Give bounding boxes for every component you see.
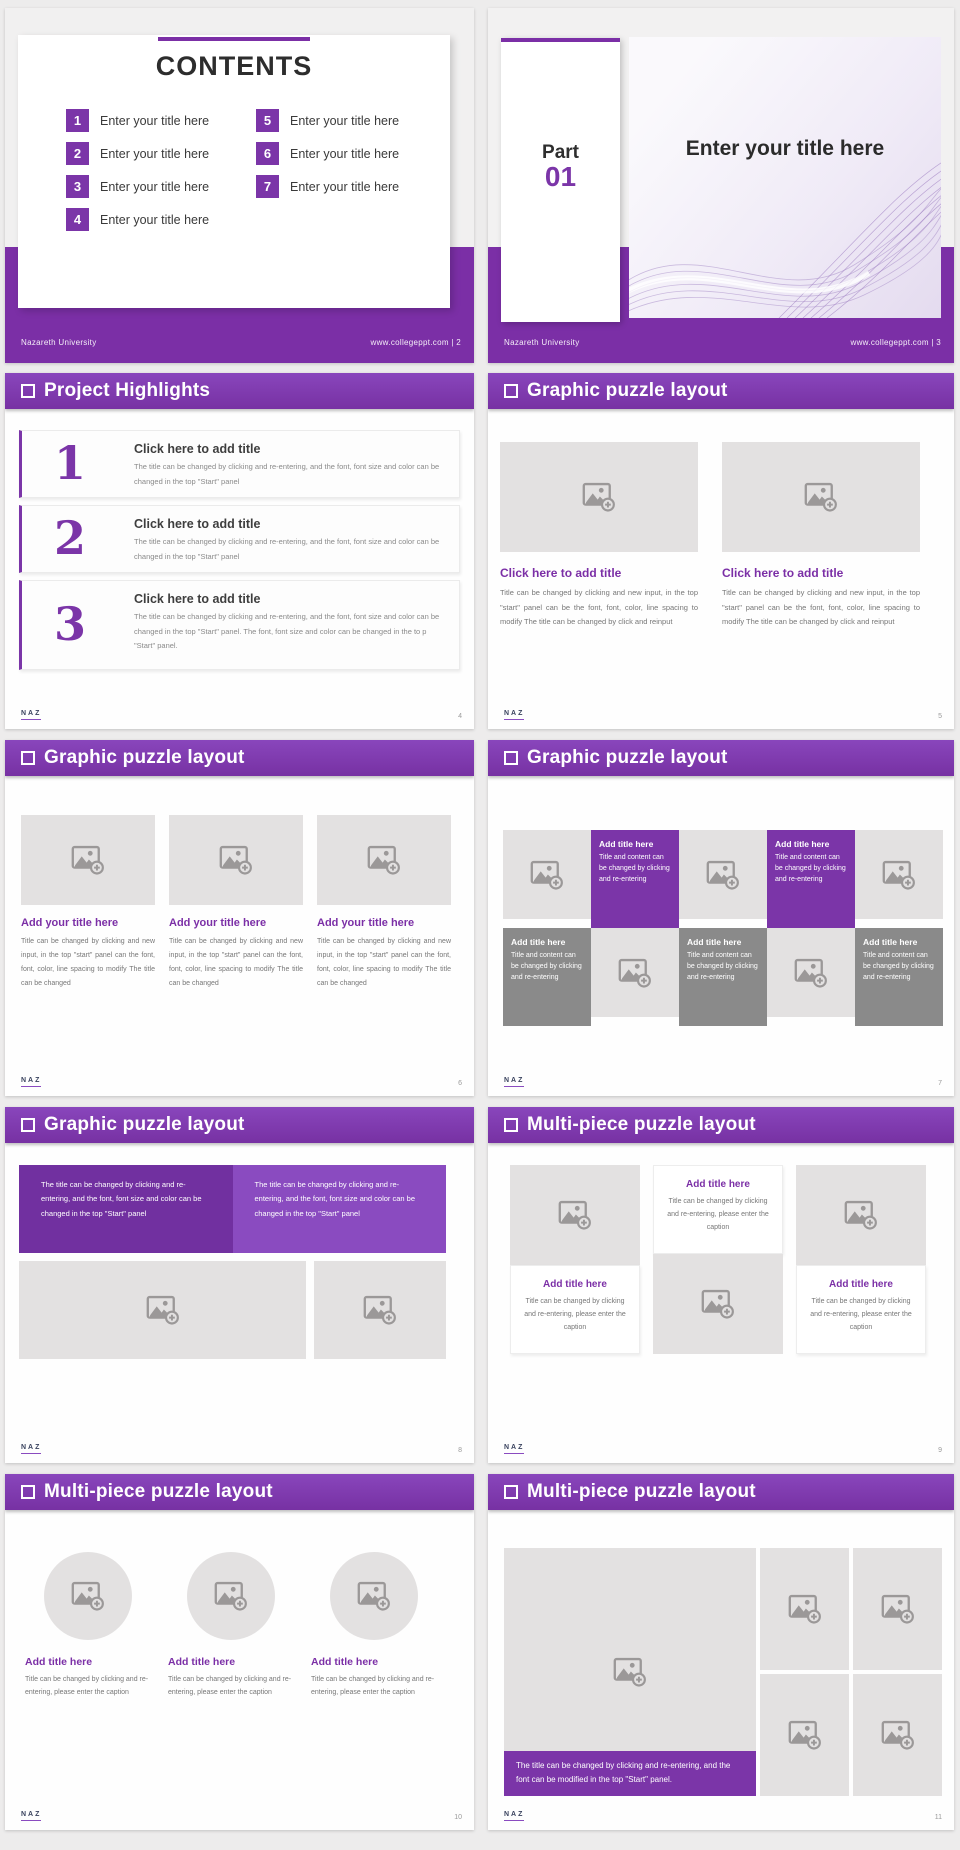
image-placeholder: [855, 830, 943, 919]
column-body: Title can be changed by clicking and new input, in the top "start" panel can be the font, font, color, line spacing to modify The title can be changed by click and reinput: [722, 588, 920, 627]
purple-text-box-right: The title can be changed by clicking and re-entering, and the font, font size and color can be changed in the top "Start" panel: [233, 1165, 447, 1253]
small-image-grid: [760, 1548, 942, 1796]
slide-header-bar: [488, 373, 954, 409]
piece-column-2: [653, 1165, 783, 1354]
circle-image-placeholder: [44, 1552, 132, 1640]
slide-header-title: Multi-piece puzzle layout: [527, 1481, 756, 1502]
slide-header-bar: [488, 1107, 954, 1143]
square-bullet-icon: [504, 1118, 518, 1132]
slide-header-bar: [5, 1107, 474, 1143]
highlight-title: Click here to add title: [134, 517, 261, 531]
caption-body: Title can be changed by clicking and re-entering, please enter the caption: [311, 1676, 435, 1696]
circle-column-1: [25, 1552, 150, 1700]
toc-label: Enter your title here: [290, 146, 400, 161]
image-placeholder: [19, 1261, 306, 1359]
circle-column-3: [311, 1552, 436, 1700]
toc-number-badge: 3: [66, 175, 89, 198]
caption-card: [510, 1265, 640, 1354]
toc-label: Enter your title here: [100, 113, 210, 128]
image-placeholder-icon: [844, 1200, 878, 1230]
image-placeholder: [500, 442, 698, 552]
image-placeholder-icon: [214, 1581, 248, 1611]
highlight-numeral: 1: [54, 436, 87, 491]
highlight-body: The title can be changed by clicking and re-entering, and the font, font size and color can be changed in the top "Start" panel: [134, 537, 440, 561]
toc-number-badge: 1: [66, 109, 89, 132]
image-placeholder: [722, 442, 920, 552]
caption-body: Title can be changed by clicking and re-entering, please enter the caption: [25, 1676, 149, 1696]
image-placeholder-icon: [706, 860, 740, 890]
footer-url-page: www.collegeppt.com | 2: [370, 338, 461, 347]
toc-label: Enter your title here: [290, 179, 400, 194]
toc-item-6: [256, 142, 450, 165]
column-title: Click here to add title: [500, 566, 622, 580]
image-placeholder: [317, 815, 451, 905]
university-logo: NAZ: [504, 1077, 524, 1087]
caption-body: Title can be changed by clicking and re-entering, please enter the caption: [524, 1298, 626, 1331]
tile-title: Add title here: [863, 937, 918, 947]
image-placeholder: [767, 928, 855, 1017]
caption-overlay: The title can be changed by clicking and re-entering, and the font can be modified in the top "Start" panel.: [504, 1751, 756, 1796]
tile-title: Add title here: [599, 839, 654, 849]
image-placeholder-icon: [881, 1720, 915, 1750]
column-1: [21, 815, 155, 991]
circle-layout: [5, 1510, 474, 1700]
gray-text-tile: [503, 928, 591, 1026]
toc-label: Enter your title here: [290, 113, 400, 128]
footer-university: Nazareth University: [504, 338, 580, 347]
image-placeholder-icon: [357, 1581, 391, 1611]
piece-column-1: [510, 1165, 640, 1354]
image-placeholder-icon: [882, 860, 916, 890]
highlight-body: The title can be changed by clicking and re-entering, and the font, font size and color can be changed in the top "Start" panel: [134, 462, 440, 486]
image-placeholder: [679, 830, 767, 919]
image-placeholder: [853, 1674, 942, 1796]
page-number: 6: [458, 1080, 462, 1087]
page-number: 11: [934, 1814, 942, 1821]
slide-header-bar: [5, 373, 474, 409]
highlight-list: [5, 409, 474, 670]
image-placeholder-icon: [881, 1594, 915, 1624]
caption-card: [653, 1165, 783, 1254]
caption-title: Add title here: [25, 1656, 93, 1668]
image-placeholder-icon: [582, 482, 616, 512]
slide-header-title: Graphic puzzle layout: [527, 380, 728, 401]
image-placeholder-icon: [530, 860, 564, 890]
image-placeholder: [510, 1165, 640, 1265]
page-number: 5: [938, 713, 942, 720]
slide-graphic-puzzle-grid: [488, 740, 954, 1096]
image-placeholder-icon: [788, 1720, 822, 1750]
large-image-block: [504, 1548, 756, 1796]
slide-multipiece-mosaic: [488, 1474, 954, 1830]
part-number: 01: [544, 161, 577, 192]
university-logo: NAZ: [21, 1444, 41, 1454]
caption-body: Title can be changed by clicking and re-entering, please enter the caption: [667, 1198, 769, 1231]
square-bullet-icon: [21, 1485, 35, 1499]
purple-text-tile: [767, 830, 855, 928]
caption-title: Add title here: [543, 1279, 607, 1290]
slide-footer: [21, 338, 461, 347]
hero-panel: [629, 37, 941, 318]
two-column-layout: [488, 409, 954, 630]
caption-title: Add title here: [311, 1656, 379, 1668]
caption-card: [796, 1265, 926, 1354]
contents-list: [18, 82, 450, 231]
toc-number-badge: 7: [256, 175, 279, 198]
image-placeholder-icon: [788, 1594, 822, 1624]
image-placeholder-icon: [701, 1289, 735, 1319]
column-1: [500, 442, 698, 630]
slide-header-title: Graphic puzzle layout: [44, 747, 245, 768]
column-title: Add your title here: [21, 917, 119, 929]
slide-header-title: Graphic puzzle layout: [527, 747, 728, 768]
toc-item-1: [66, 109, 256, 132]
university-logo: NAZ: [504, 1811, 524, 1821]
image-placeholder: [314, 1261, 446, 1359]
square-bullet-icon: [21, 384, 35, 398]
column-body: Title can be changed by clicking and new input, in the top "start" panel can the font, font, color, line spacing to modify The title can be changed: [21, 938, 155, 987]
toc-item-7: [256, 175, 450, 198]
purple-text-boxes: [19, 1165, 446, 1253]
caption-title: Add title here: [686, 1179, 750, 1190]
square-bullet-icon: [21, 751, 35, 765]
image-placeholder: [653, 1254, 783, 1354]
page-number: 9: [938, 1447, 942, 1454]
column-body: Title can be changed by clicking and new input, in the top "start" panel can the font, font, color, line spacing to modify The title can be changed: [317, 938, 451, 987]
caption-body: Title can be changed by clicking and re-entering, please enter the caption: [168, 1676, 292, 1696]
image-placeholder: [169, 815, 303, 905]
tile-body: Title and content can be changed by clicking and re-entering: [863, 952, 934, 982]
part-label: Part: [542, 142, 579, 163]
image-placeholder: [796, 1165, 926, 1265]
slide-header-title: Multi-piece puzzle layout: [527, 1114, 756, 1135]
column-title: Add your title here: [169, 917, 267, 929]
page-number: 4: [458, 713, 462, 720]
image-placeholder: [760, 1548, 849, 1670]
tile-body: Title and content can be changed by clicking and re-entering: [687, 952, 758, 982]
highlight-title: Click here to add title: [134, 592, 261, 606]
footer-university: Nazareth University: [21, 338, 97, 347]
toc-number-badge: 4: [66, 208, 89, 231]
image-placeholder-icon: [71, 1581, 105, 1611]
page-number: 7: [938, 1080, 942, 1087]
tile-title: Add title here: [775, 839, 830, 849]
column-title: Add your title here: [317, 917, 415, 929]
toc-number-badge: 2: [66, 142, 89, 165]
slide-multipiece-circles: [5, 1474, 474, 1830]
footer-url-page: www.collegeppt.com | 3: [850, 338, 941, 347]
slide-header-bar: [488, 1474, 954, 1510]
slide-footer: [504, 338, 941, 347]
slide-graphic-puzzle-2col: [488, 373, 954, 729]
university-logo: NAZ: [21, 710, 41, 720]
image-placeholder-icon: [613, 1657, 647, 1687]
square-bullet-icon: [504, 751, 518, 765]
column-2: [722, 442, 920, 630]
slide-header-title: Graphic puzzle layout: [44, 1114, 245, 1135]
image-placeholder: [503, 830, 591, 919]
university-logo: NAZ: [504, 1444, 524, 1454]
slide-multipiece-3col: [488, 1107, 954, 1463]
wave-graphic: [629, 153, 941, 318]
toc-label: Enter your title here: [100, 212, 210, 227]
slide-graphic-puzzle-3col: [5, 740, 474, 1096]
title-accent-rule: [158, 37, 310, 41]
column-body: Title can be changed by clicking and new input, in the top "start" panel can be the font, font, color, line spacing to modify The title can be changed by click and reinput: [500, 588, 698, 627]
toc-item-3: [66, 175, 256, 198]
toc-item-4: [66, 208, 256, 231]
image-placeholder: [853, 1548, 942, 1670]
purple-text-tile: [591, 830, 679, 928]
university-logo: NAZ: [21, 1077, 41, 1087]
tile-body: Title and content can be changed by clicking and re-entering: [599, 854, 670, 884]
circle-column-2: [168, 1552, 293, 1700]
image-placeholder-icon: [804, 482, 838, 512]
toc-label: Enter your title here: [100, 146, 210, 161]
page-number: 10: [454, 1814, 462, 1821]
highlight-body: The title can be changed by clicking and re-entering, and the font, font size and color can be changed in the top "Start" panel. The font, font size and color can be changed in the to p "Start" panel.: [134, 612, 440, 651]
slide-graphic-puzzle-boxes: [5, 1107, 474, 1463]
three-column-layout: [5, 776, 474, 991]
square-bullet-icon: [21, 1118, 35, 1132]
highlight-item-2: [19, 505, 460, 573]
page-number: 8: [458, 1447, 462, 1454]
slide-contents: [5, 8, 474, 363]
square-bullet-icon: [504, 1485, 518, 1499]
purple-text-box-left: The title can be changed by clicking and re-entering, and the font, font size and color can be changed in the top "Start" panel: [19, 1165, 233, 1253]
square-bullet-icon: [504, 384, 518, 398]
slide-header-title: Project Highlights: [44, 380, 211, 401]
highlight-title: Click here to add title: [134, 442, 261, 456]
slide-header-bar: [5, 1474, 474, 1510]
caption-title: Add title here: [829, 1279, 893, 1290]
image-placeholder: [760, 1674, 849, 1796]
image-row: [19, 1261, 446, 1359]
image-placeholder-icon: [146, 1295, 180, 1325]
toc-label: Enter your title here: [100, 179, 210, 194]
tile-title: Add title here: [511, 937, 566, 947]
image-placeholder-icon: [363, 1295, 397, 1325]
image-placeholder-icon: [71, 845, 105, 875]
image-placeholder-icon: [558, 1200, 592, 1230]
university-logo: NAZ: [21, 1811, 41, 1821]
column-title: Click here to add title: [722, 566, 844, 580]
circle-image-placeholder: [330, 1552, 418, 1640]
column-2: [169, 815, 303, 991]
toc-number-badge: 6: [256, 142, 279, 165]
toc-item-5: [256, 109, 450, 132]
tile-grid: [503, 830, 943, 1026]
mosaic-layout: [504, 1548, 942, 1796]
toc-item-2: [66, 142, 256, 165]
image-placeholder-icon: [367, 845, 401, 875]
section-title: Enter your title here: [685, 137, 885, 160]
circle-image-placeholder: [187, 1552, 275, 1640]
tile-body: Title and content can be changed by clicking and re-entering: [511, 952, 582, 982]
three-piece-layout: [488, 1143, 954, 1354]
image-placeholder: [591, 928, 679, 1017]
highlight-item-1: [19, 430, 460, 498]
part-panel: [501, 38, 620, 322]
piece-column-3: [796, 1165, 926, 1354]
slide-header-title: Multi-piece puzzle layout: [44, 1481, 273, 1502]
image-placeholder-icon: [618, 958, 652, 988]
gray-text-tile: [679, 928, 767, 1026]
toc-number-badge: 5: [256, 109, 279, 132]
tile-body: Title and content can be changed by clicking and re-entering: [775, 854, 846, 884]
image-placeholder: [21, 815, 155, 905]
caption-body: Title can be changed by clicking and re-entering, please enter the caption: [810, 1298, 912, 1331]
image-placeholder-icon: [794, 958, 828, 988]
slide-part-divider: [488, 8, 954, 363]
column-body: Title can be changed by clicking and new input, in the top "start" panel can the font, font, color, line spacing to modify The title can be changed: [169, 938, 303, 987]
slide-header-bar: [5, 740, 474, 776]
contents-title: CONTENTS: [155, 51, 313, 81]
highlight-numeral: 3: [54, 597, 87, 652]
slide-header-bar: [488, 740, 954, 776]
column-3: [317, 815, 451, 991]
caption-title: Add title here: [168, 1656, 236, 1668]
contents-card: [18, 35, 450, 308]
university-logo: NAZ: [504, 710, 524, 720]
tile-title: Add title here: [687, 937, 742, 947]
highlight-numeral: 2: [54, 511, 87, 566]
image-placeholder-icon: [219, 845, 253, 875]
slide-project-highlights: [5, 373, 474, 729]
gray-text-tile: [855, 928, 943, 1026]
highlight-item-3: [19, 580, 460, 670]
